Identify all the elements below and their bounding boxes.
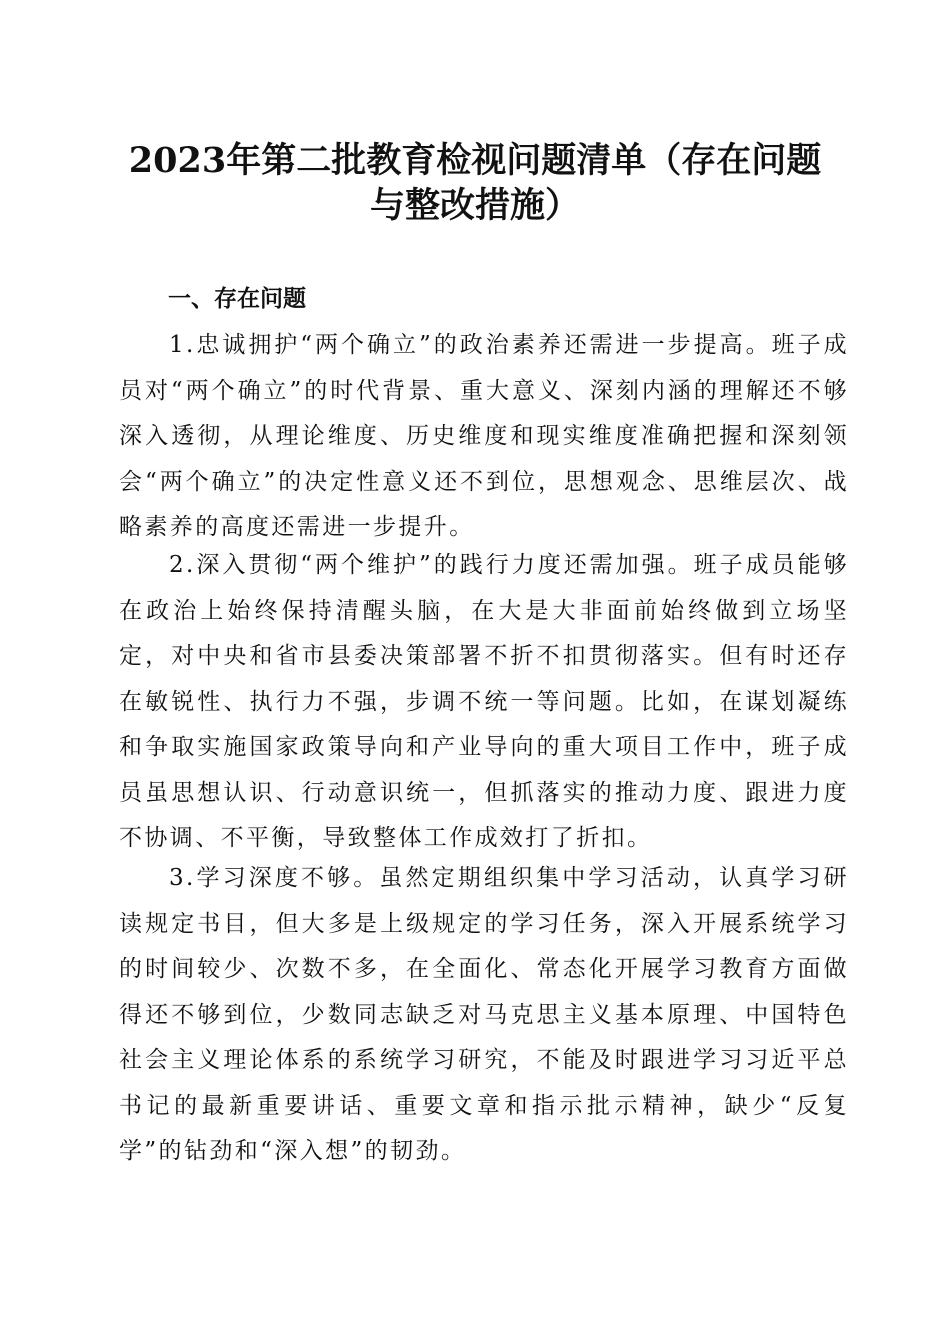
document-title-line-2: 与整改措施） — [369, 185, 580, 226]
paragraph-1: 1.忠诚拥护“两个确立”的政治素养还需进一步提高。班子成员对“两个确立”的时代背景、重大意义、深刻内涵的理解还不够深入透彻，从理论维度、历史维度和现实维度准确把握和深刻领会“两个确立”的决定性意义还不到位，思想观念、思维层次、战略素养的高度还需进一步提升。 — [119, 332, 849, 540]
section-heading: 一、存在问题 — [168, 286, 306, 312]
document-title-line-1: 2023年第二批教育检视问题清单（存在问题 — [128, 140, 822, 181]
paragraph-3: 3.学习深度不够。虽然定期组织集中学习活动，认真学习研读规定书目，但大多是上级规定的学习任务，深入开展系统学习的时间较少、次数不多，在全面化、常态化开展学习教育方面做得还不够到位，少数同志缺乏对马克思主义基本原理、中国特色社会主义理论体系的系统学习研究，不能及时跟进学习习近平总书记的最新重要讲话、重要文章和指示批示精神，缺少“反复学”的钻劲和“深入想”的韧劲。 — [119, 865, 849, 1164]
paragraph-2: 2.深入贯彻“两个维护”的践行力度还需加强。班子成员能够在政治上始终保持清醒头脑，在大是大非面前始终做到立场坚定，对中央和省市县委决策部署不折不扣贯彻落实。但有时还存在敏锐性、执行力不强，步调不统一等问题。比如，在谋划凝练和争取实施国家政策导向和产业导向的重大项目工作中，班子成员虽思想认识、行动意识统一，但抓落实的推动力度、跟进力度不协调、不平衡，导致整体工作成效打了折扣。 — [119, 552, 849, 851]
